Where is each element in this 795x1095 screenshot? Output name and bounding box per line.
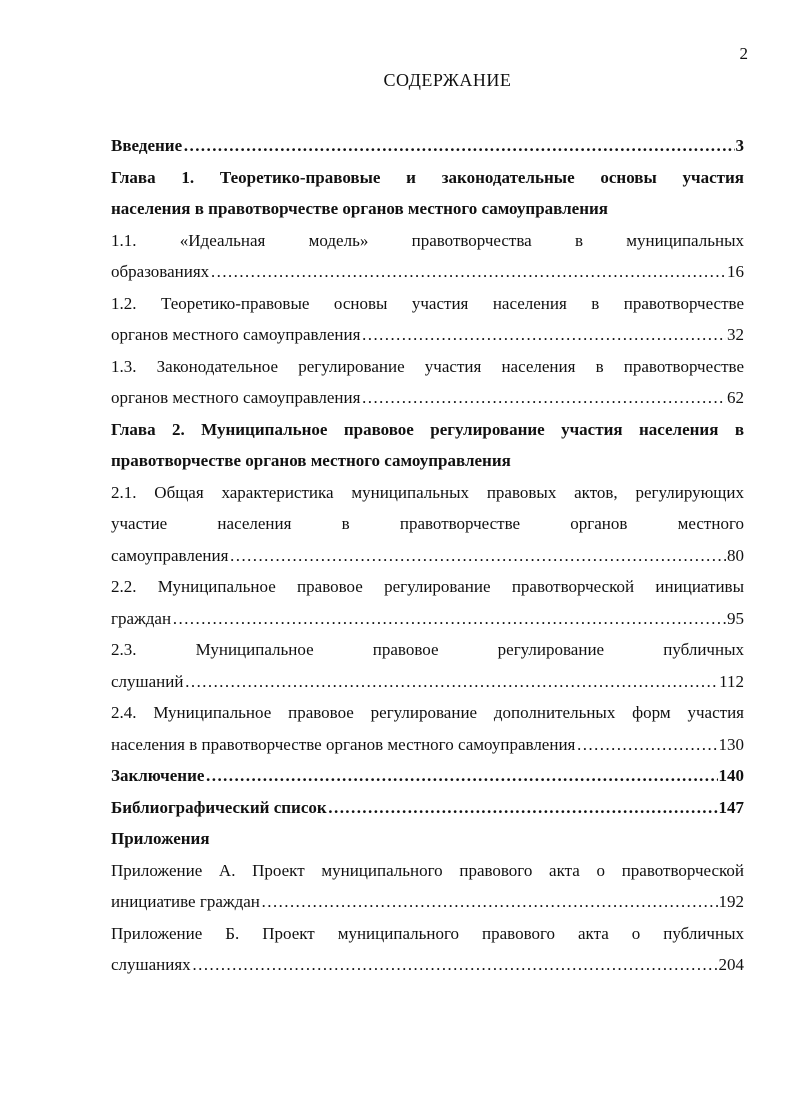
toc-entry-page: 62 bbox=[727, 388, 744, 407]
toc-entry-page: 130 bbox=[718, 734, 744, 754]
toc-section-2-1-line-2: участие населения в правотворчестве органов местного bbox=[111, 514, 744, 533]
toc-section-2-4-line-1[interactable]: 2.4. Муниципальное правовое регулирование дополнительных форм участия bbox=[111, 703, 744, 722]
toc-appendix-b-line-2[interactable] bbox=[111, 949, 744, 981]
toc-leader-dots bbox=[361, 382, 726, 414]
toc-entry-label: образованиях bbox=[111, 262, 210, 281]
toc-entry-label: граждан bbox=[111, 608, 172, 628]
toc-entry-page: 147 bbox=[718, 797, 744, 817]
toc-entry-page: 140 bbox=[718, 766, 744, 785]
toc-entry-intro[interactable] bbox=[111, 130, 744, 162]
toc-entry-label: инициативе граждан bbox=[111, 892, 260, 911]
toc-leader-dots bbox=[229, 540, 726, 572]
toc-appendix-a-line-1[interactable]: Приложение А. Проект муниципального правового акта о правотворческой bbox=[111, 860, 744, 880]
toc-leader-dots bbox=[361, 319, 726, 351]
toc-section-1-1-line-2[interactable] bbox=[111, 256, 744, 288]
toc-section-1-2-line-2[interactable] bbox=[111, 319, 744, 351]
toc-entry-page: 3 bbox=[735, 136, 744, 155]
toc-entry-page: 112 bbox=[719, 671, 744, 691]
toc-leader-dots bbox=[172, 603, 726, 635]
toc-entry-bibliography[interactable] bbox=[111, 792, 744, 824]
table-of-contents bbox=[111, 130, 744, 981]
toc-entry-page: 32 bbox=[727, 325, 744, 344]
toc-entry-label: слушаний bbox=[111, 671, 184, 691]
toc-entry-page: 192 bbox=[718, 892, 744, 911]
toc-section-2-2-line-2[interactable] bbox=[111, 603, 744, 635]
toc-leader-dots bbox=[210, 256, 726, 288]
toc-section-2-4-line-2[interactable] bbox=[111, 729, 744, 761]
toc-section-1-1-line-1[interactable]: 1.1. «Идеальная модель» правотворчества в муниципальных bbox=[111, 230, 744, 250]
toc-chapter-2-line-2 bbox=[111, 445, 744, 477]
toc-entry-label: Библиографический список bbox=[111, 797, 327, 817]
toc-leader-dots bbox=[576, 729, 717, 761]
toc-entry-label: правотворчестве органов местного самоуправления bbox=[111, 451, 511, 470]
toc-leader-dots bbox=[184, 666, 718, 698]
toc-entry-label: самоуправления bbox=[111, 545, 229, 565]
toc-section-2-2-line-1[interactable]: 2.2. Муниципальное правовое регулирование правотворческой инициативы bbox=[111, 577, 744, 596]
toc-entry-conclusion[interactable] bbox=[111, 760, 744, 792]
toc-chapter-1-line-2 bbox=[111, 193, 744, 225]
toc-entry-page: 95 bbox=[727, 608, 744, 628]
page-title: СОДЕРЖАНИЕ bbox=[383, 70, 512, 90]
toc-entry-label: слушаниях bbox=[111, 955, 191, 974]
toc-entry-label: органов местного самоуправления bbox=[111, 388, 361, 407]
toc-entry-page: 16 bbox=[727, 262, 744, 281]
toc-section-2-3-line-1[interactable]: 2.3. Муниципальное правовое регулирование публичных bbox=[111, 640, 744, 659]
toc-leader-dots bbox=[261, 886, 718, 918]
toc-entry-label: Приложения bbox=[111, 829, 210, 848]
toc-chapter-1-line-1[interactable]: Глава 1. Теоретико-правовые и законодательные основы участия bbox=[111, 167, 744, 187]
toc-section-2-1-line-1[interactable]: 2.1. Общая характеристика муниципальных правовых актов, регулирующих bbox=[111, 482, 744, 502]
toc-section-1-3-line-2[interactable] bbox=[111, 382, 744, 414]
toc-entry-label: населения в правотворчестве органов местного самоуправления bbox=[111, 199, 608, 218]
toc-section-1-2-line-1[interactable]: 1.2. Теоретико-правовые основы участия населения в правотворчестве bbox=[111, 293, 744, 313]
toc-entry-appendices[interactable] bbox=[111, 823, 744, 855]
toc-section-2-3-line-2[interactable] bbox=[111, 666, 744, 698]
toc-entry-label: органов местного самоуправления bbox=[111, 325, 361, 344]
toc-section-2-1-line-3[interactable] bbox=[111, 540, 744, 572]
toc-leader-dots bbox=[205, 760, 717, 792]
toc-entry-label: Введение bbox=[111, 136, 183, 155]
toc-appendix-a-line-2[interactable] bbox=[111, 886, 744, 918]
toc-leader-dots bbox=[192, 949, 718, 981]
toc-section-1-3-line-1[interactable]: 1.3. Законодательное регулирование участия населения в правотворчестве bbox=[111, 356, 744, 376]
toc-leader-dots bbox=[183, 130, 734, 162]
toc-entry-label: Заключение bbox=[111, 766, 205, 785]
toc-chapter-2-line-1[interactable]: Глава 2. Муниципальное правовое регулирование участия населения в bbox=[111, 419, 744, 439]
toc-entry-page: 80 bbox=[727, 545, 744, 565]
toc-entry-page: 204 bbox=[718, 955, 744, 974]
toc-appendix-b-line-1[interactable]: Приложение Б. Проект муниципального правового акта о публичных bbox=[111, 923, 744, 943]
toc-entry-label: населения в правотворчестве органов местного самоуправления bbox=[111, 734, 576, 754]
page-number: 2 bbox=[739, 44, 748, 63]
toc-leader-dots bbox=[328, 792, 718, 824]
